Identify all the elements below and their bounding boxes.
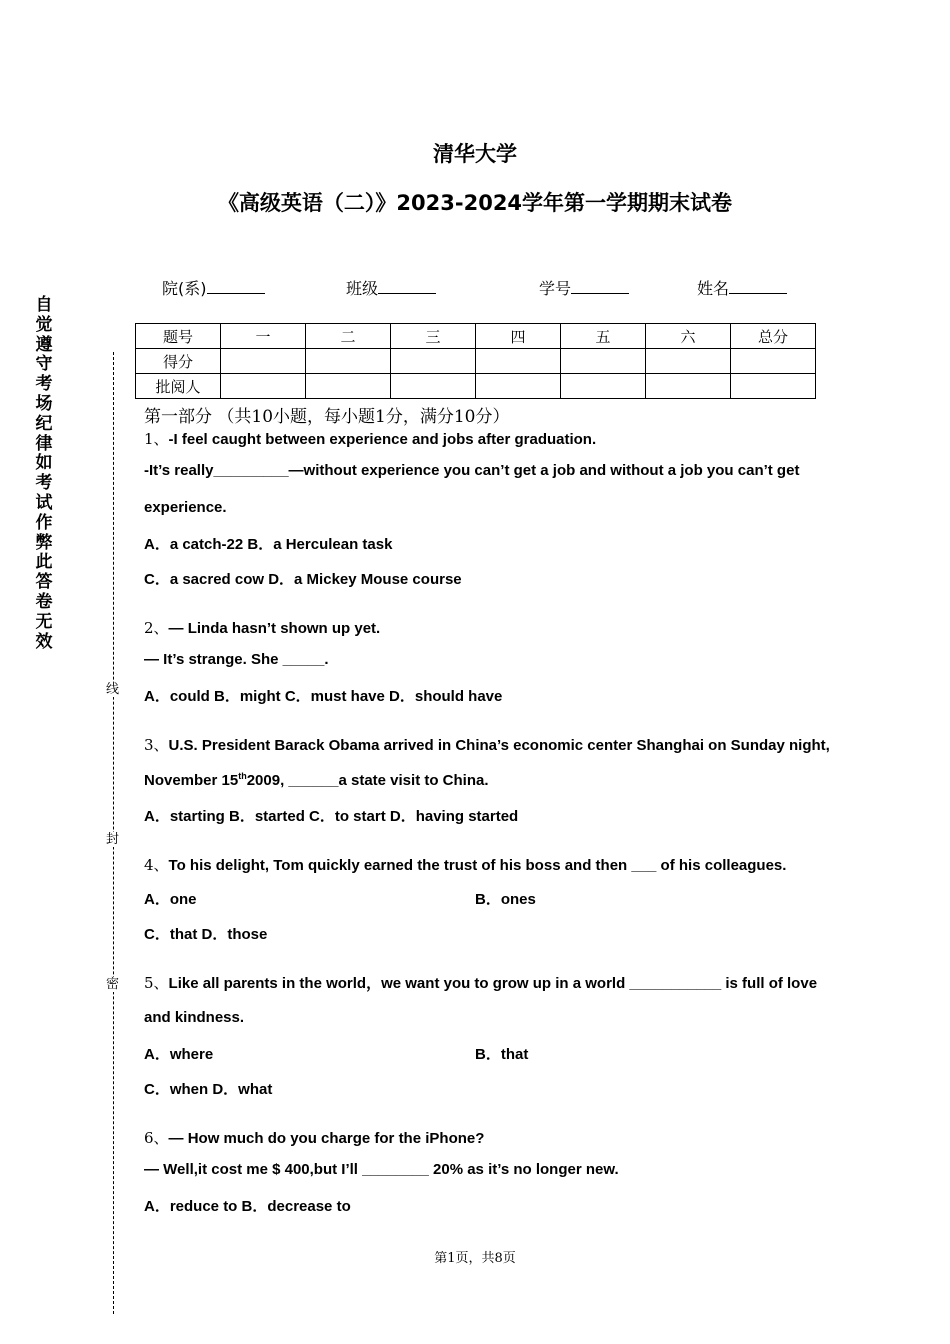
binding-line-char: 线: [106, 682, 120, 697]
q1-options-ab: A．a catch-22 B．a Herculean task: [144, 536, 393, 553]
q2-line2: — It’s strange. She _____.: [144, 651, 329, 668]
score-cell: [646, 349, 731, 374]
q5-options-cd: C．when D．what: [144, 1081, 273, 1098]
q1-line1: -I feel caught between experience and jobs after graduation.: [168, 431, 597, 448]
grader-cell: [476, 374, 561, 399]
q5-option-a: A．where: [144, 1046, 214, 1063]
q4-option-b: B．ones: [475, 891, 536, 908]
score-table-header-row: [136, 324, 816, 349]
name-field: [697, 276, 787, 299]
score-cell: [476, 349, 561, 374]
class-blank: [378, 279, 436, 294]
q6-number: 6、: [144, 1129, 169, 1147]
student-id-field: [539, 276, 629, 299]
col-header: 三: [391, 324, 476, 349]
section-heading: 第一部分 （共10小题，每小题1分，满分10分）: [144, 407, 510, 427]
grader-cell: [646, 374, 731, 399]
score-cell: [306, 349, 391, 374]
dept-blank: [207, 279, 265, 294]
q2-line1: — Linda hasn’t shown up yet.: [168, 620, 381, 637]
q1-line3: experience.: [144, 499, 227, 516]
row-label-grader: 批阅人: [136, 374, 221, 399]
q3-options: A．starting B．started C．to start D．having started: [144, 808, 519, 825]
score-cell: [731, 349, 816, 374]
score-row: [136, 349, 816, 374]
q4-option-a: A．one: [144, 891, 197, 908]
q5-line1: Like all parents in the world，we want you to grow up in a world ___________ is full of love: [168, 975, 818, 992]
binding-secret-char: 密: [106, 977, 120, 992]
score-cell: [221, 349, 306, 374]
q3-superscript: th: [238, 771, 247, 781]
row-label-question-no: 题号: [136, 324, 221, 349]
q6-line1: — How much do you charge for the iPhone?: [168, 1130, 485, 1147]
grader-cell: [306, 374, 391, 399]
q5-line2: and kindness.: [144, 1009, 245, 1026]
q1-options-cd: C．a sacred cow D．a Mickey Mouse course: [144, 571, 462, 588]
q4-options-cd: C．that D．those: [144, 926, 268, 943]
q3-line2: [144, 771, 489, 789]
col-header: 五: [561, 324, 646, 349]
page-footer: 第1页，共8页: [434, 1251, 516, 1266]
grader-cell: [731, 374, 816, 399]
q4-stem: [144, 854, 786, 875]
q1-stem: [144, 428, 596, 449]
q5-stem: [144, 972, 817, 993]
col-header: 四: [476, 324, 561, 349]
q2-options: A．could B．might C．must have D．should have: [144, 688, 503, 705]
q2-number: 2、: [144, 619, 169, 637]
q5-number: 5、: [144, 974, 169, 992]
col-header: 一: [221, 324, 306, 349]
col-header: 六: [646, 324, 731, 349]
exam-title: 《高级英语（二）》2023-2024学年第一学期期末试卷: [217, 191, 733, 215]
binding-seal-char: 封: [106, 832, 120, 847]
dept-label: 院(系): [162, 279, 207, 298]
grader-row: [136, 374, 816, 399]
student-id-label: 学号: [539, 279, 572, 298]
q3-line2b: 2009, ______a state visit to China.: [246, 772, 489, 789]
q2-stem: [144, 617, 380, 638]
student-id-blank: [571, 279, 629, 294]
score-cell: [391, 349, 476, 374]
q3-line1: U.S. President Barack Obama arrived in China’s economic center Shanghai on Sunday night,: [168, 737, 830, 754]
col-header: 二: [306, 324, 391, 349]
q3-number: 3、: [144, 736, 169, 754]
name-blank: [729, 279, 787, 294]
q4-number: 4、: [144, 856, 169, 874]
dept-field: [162, 276, 265, 299]
name-label: 姓名: [697, 279, 730, 298]
grader-cell: [221, 374, 306, 399]
q5-option-b: B．that: [475, 1046, 529, 1063]
q3-stem: [144, 734, 830, 755]
score-table: [135, 323, 816, 399]
q6-line2: — Well,it cost me $ 400,but I’ll ________ 20% as it’s no longer new.: [144, 1161, 619, 1178]
class-field: [346, 276, 436, 299]
q6-options: A．reduce to B．decrease to: [144, 1198, 351, 1215]
q1-line2: -It’s really_________—without experience you can’t get a job and without a job you can’t get: [144, 462, 800, 479]
row-label-score: 得分: [136, 349, 221, 374]
score-cell: [561, 349, 646, 374]
q4-line1: To his delight, Tom quickly earned the trust of his boss and then ___ of his colleagues.: [168, 857, 787, 874]
q6-stem: [144, 1127, 484, 1148]
university-title: 清华大学: [433, 142, 517, 166]
grader-cell: [561, 374, 646, 399]
q3-line2a: November 15: [144, 772, 239, 789]
exam-discipline-notice: 自觉遵守考场纪律如考试作弊此答卷无效: [35, 295, 53, 652]
class-label: 班级: [346, 279, 379, 298]
q1-number: 1、: [144, 430, 169, 448]
col-header: 总分: [731, 324, 816, 349]
grader-cell: [391, 374, 476, 399]
